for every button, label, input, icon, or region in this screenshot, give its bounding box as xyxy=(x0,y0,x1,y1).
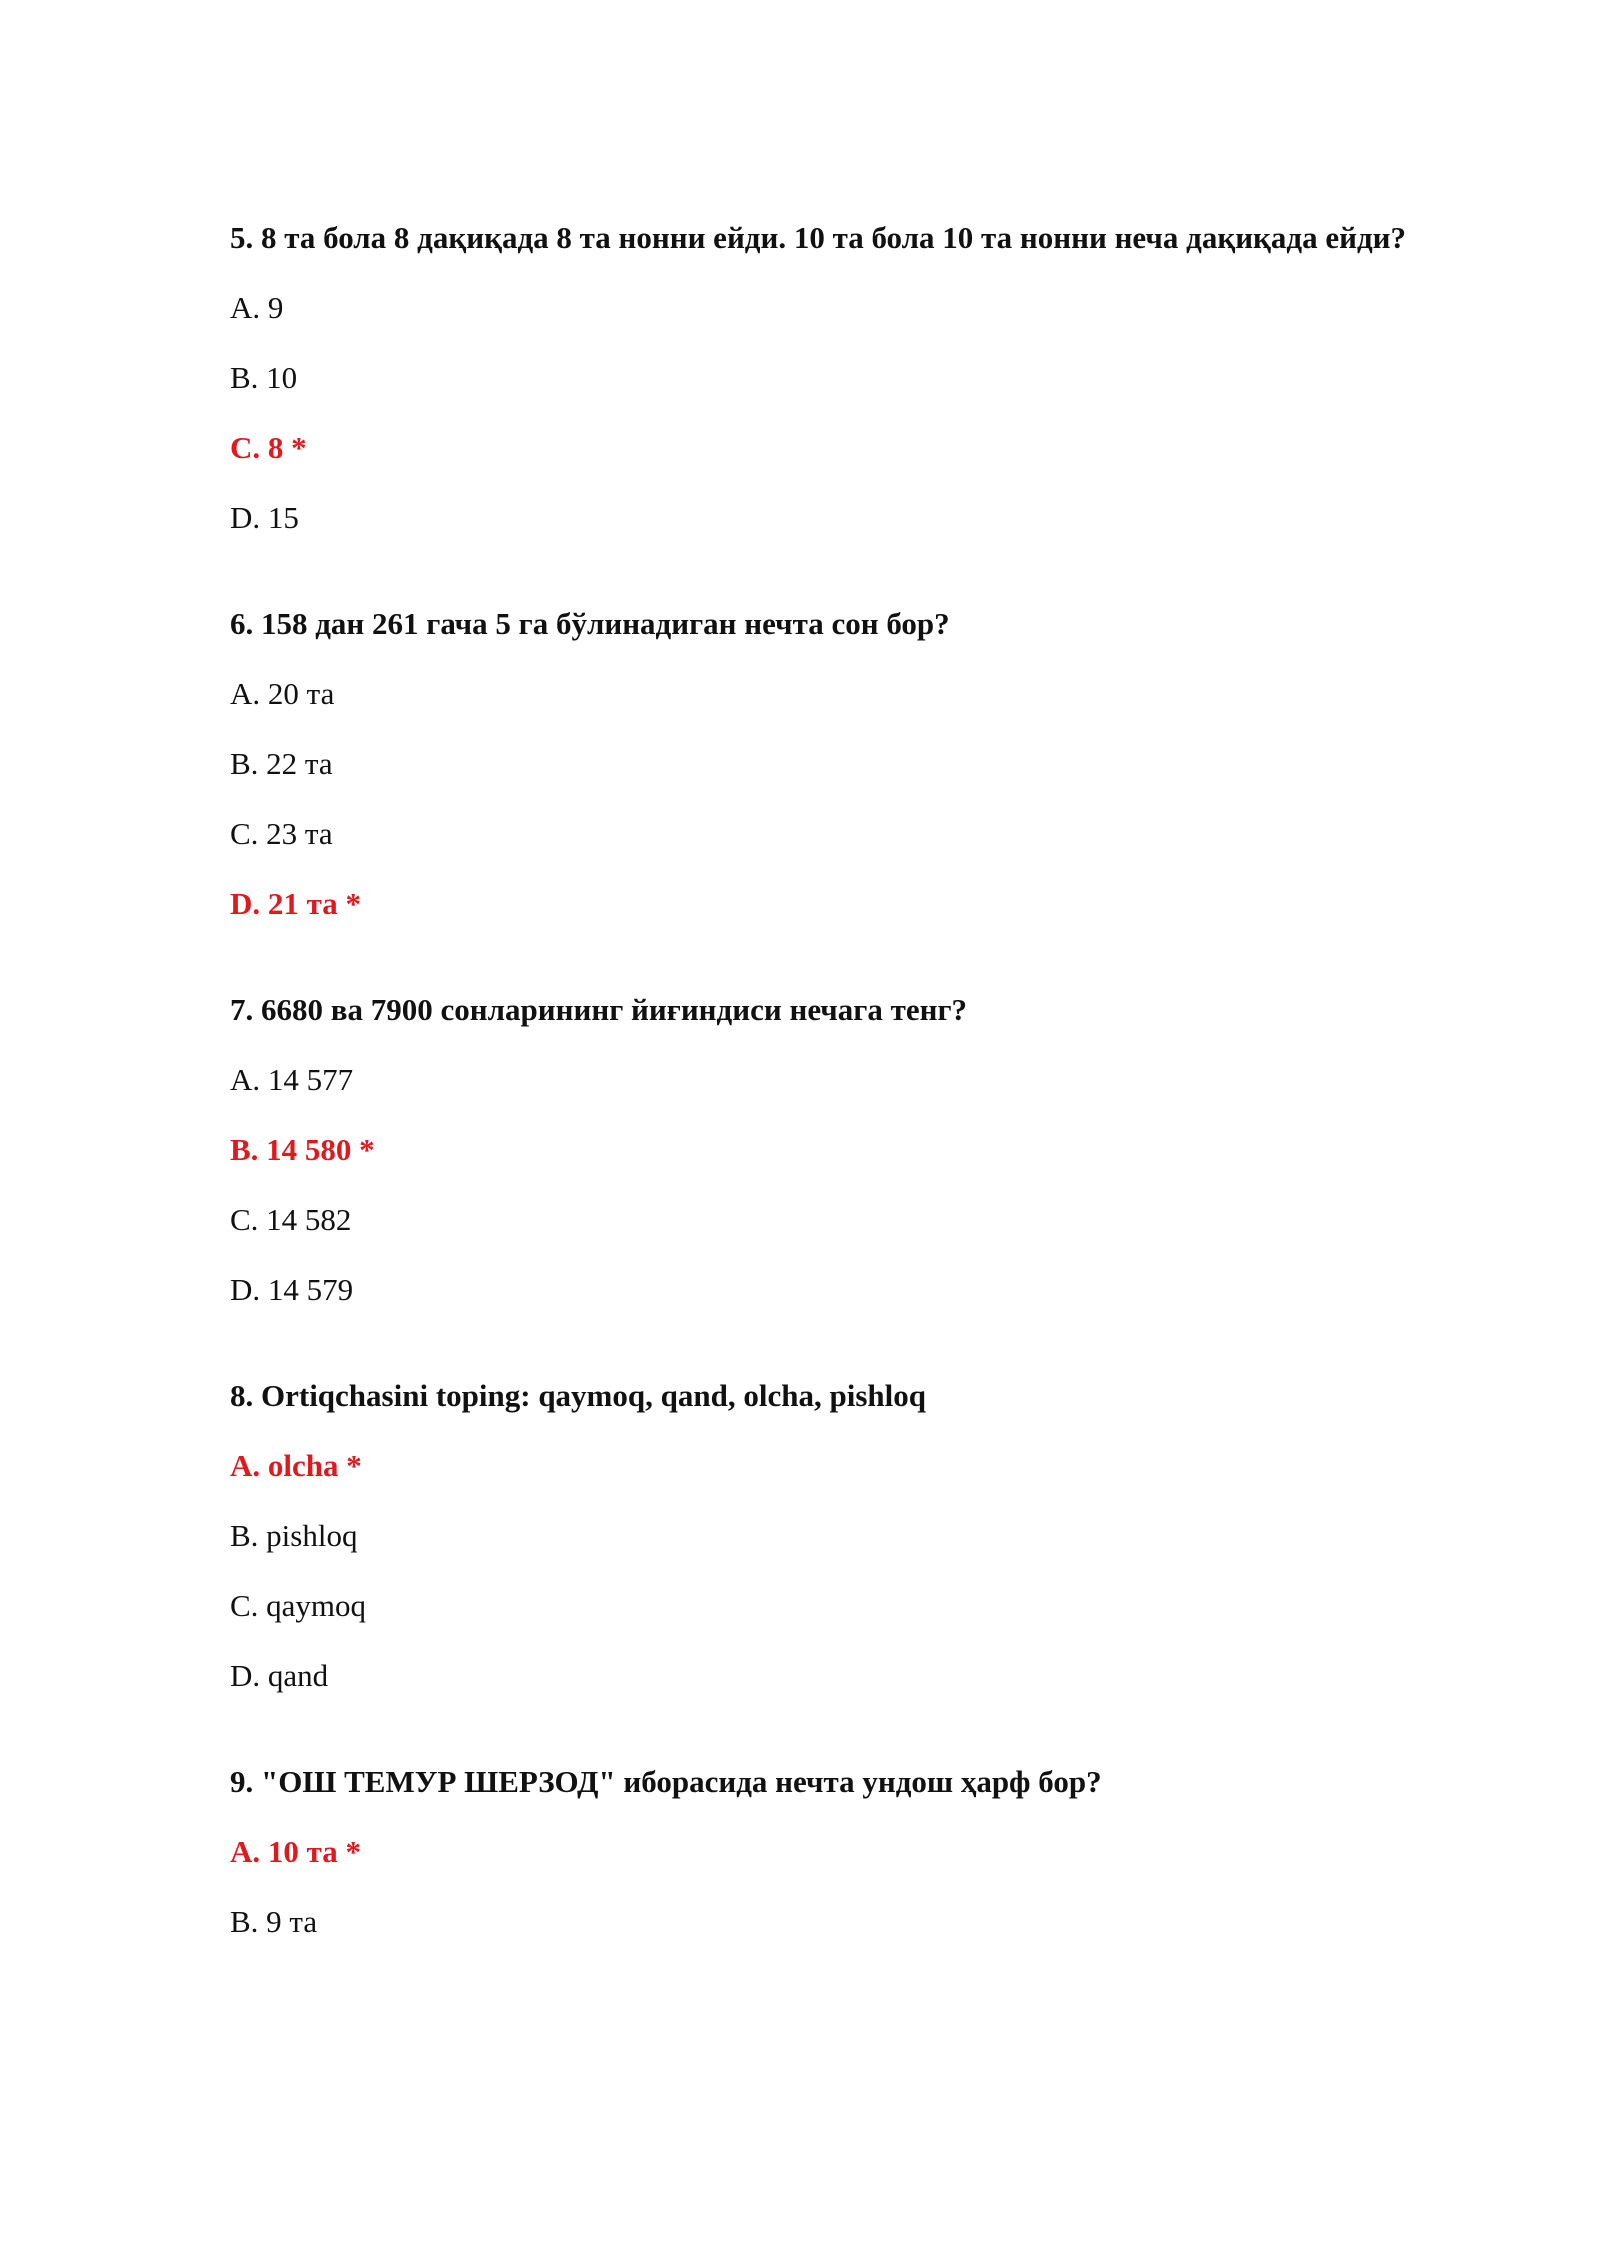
option-a-correct: A. olcha * xyxy=(230,1448,362,1483)
option-b: B. pishloq xyxy=(230,1518,358,1553)
option-b: B. 9 та xyxy=(230,1904,318,1939)
question-text: 7. 6680 ва 7900 сонларининг йиғиндиси нечага тенг? xyxy=(230,992,968,1027)
question-text: 5. 8 та бола 8 дақиқада 8 та нонни ейди. 10 та бола 10 та нонни неча дақиқада ейди? xyxy=(230,220,1407,255)
question-5 xyxy=(230,218,1530,538)
option-a: A. 14 577 xyxy=(230,1062,354,1097)
option-c-correct: C. 8 * xyxy=(230,430,307,465)
option-d-correct: D. 21 та * xyxy=(230,886,361,921)
option-c: C. qaymoq xyxy=(230,1588,367,1623)
option-c: C. 14 582 xyxy=(230,1202,352,1237)
option-d: D. 15 xyxy=(230,500,299,535)
option-d: D. 14 579 xyxy=(230,1272,354,1307)
question-9 xyxy=(230,1762,1530,1942)
question-text: 6. 158 дан 261 гача 5 га бўлинадиган нечта сон бор? xyxy=(230,606,950,641)
option-b: B. 22 та xyxy=(230,746,333,781)
question-text: 8. Ortiqchasini toping: qaymoq, qand, olcha, pishloq xyxy=(230,1378,926,1413)
option-b-correct: B. 14 580 * xyxy=(230,1132,375,1167)
question-7 xyxy=(230,990,1530,1310)
question-text: 9. "ОШ ТЕМУР ШЕРЗОД" иборасида нечта ундош ҳарф бор? xyxy=(230,1764,1102,1799)
option-d: D. qand xyxy=(230,1658,329,1693)
document-page xyxy=(230,218,1530,2008)
question-6 xyxy=(230,604,1530,924)
option-c: C. 23 та xyxy=(230,816,333,851)
option-a: A. 20 та xyxy=(230,676,335,711)
option-a-correct: A. 10 та * xyxy=(230,1834,361,1869)
option-a: A. 9 xyxy=(230,290,284,325)
option-b: B. 10 xyxy=(230,360,298,395)
question-8 xyxy=(230,1376,1530,1696)
